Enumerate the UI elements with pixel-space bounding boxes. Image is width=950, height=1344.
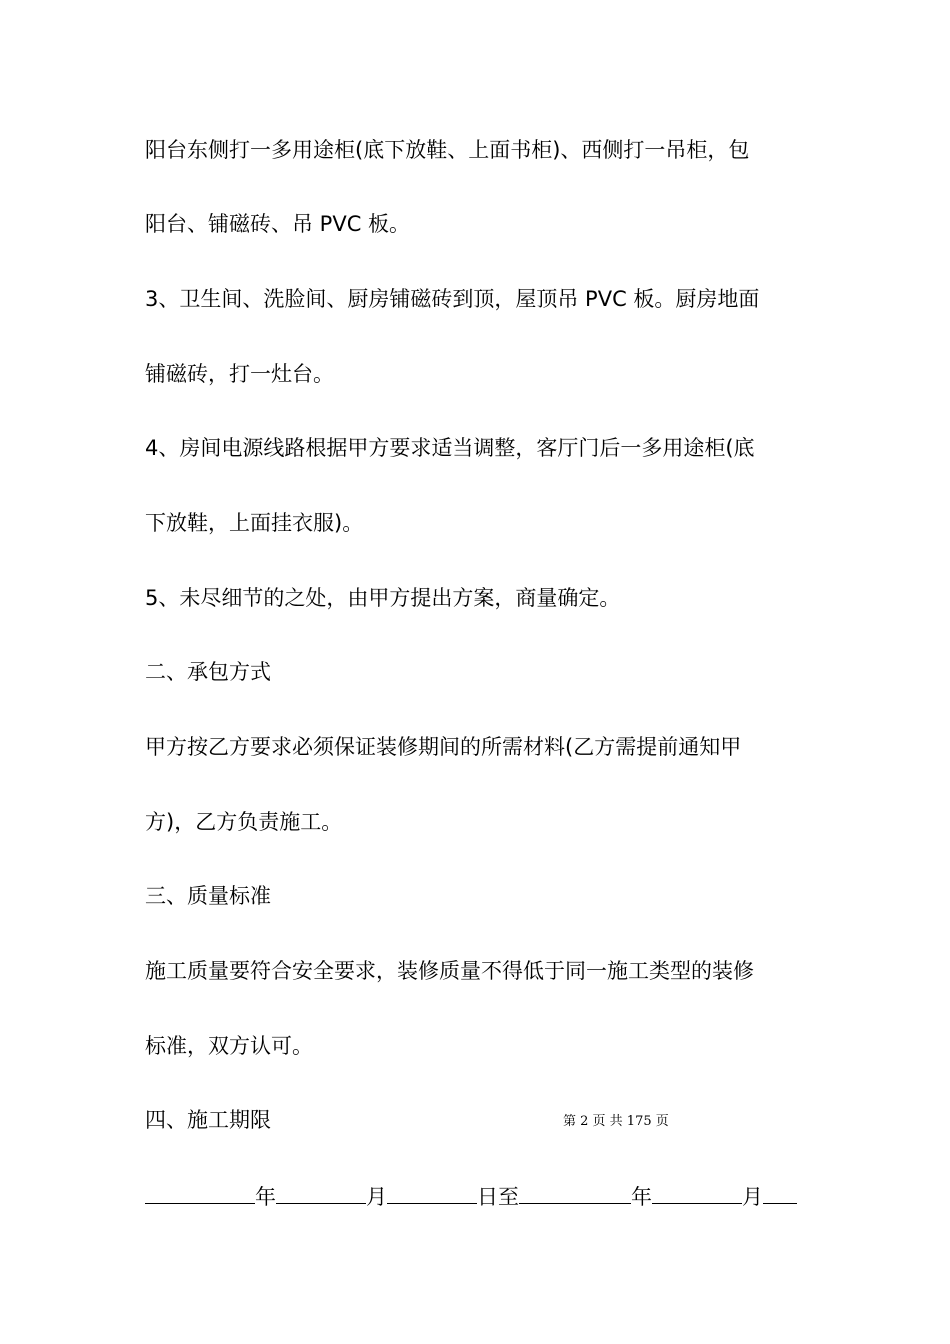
year-label-1: 年: [255, 1185, 276, 1209]
day-to-label: 日至: [477, 1185, 519, 1209]
body-line-4: 铺磁砖，打一灶台。: [145, 362, 334, 386]
day-blank-2[interactable]: [763, 1181, 797, 1204]
section-heading-construction-period: 四、施工期限: [145, 1108, 271, 1132]
month-label-1: 月: [366, 1185, 387, 1209]
year-blank-1[interactable]: [145, 1181, 255, 1204]
body-line-5: 4、房间电源线路根据甲方要求适当调整，客厅门后一多用途柜(底: [145, 436, 755, 460]
body-line-7: 5、未尽细节的之处，由甲方提出方案，商量确定。: [145, 586, 621, 610]
page-footer: 第 2 页 共 175 页: [563, 1114, 669, 1129]
month-blank-2[interactable]: [652, 1181, 742, 1204]
body-line-13: 标准，双方认可。: [145, 1034, 313, 1058]
body-line-12: 施工质量要符合安全要求，装修质量不得低于同一施工类型的装修: [145, 959, 754, 983]
body-line-10: 方)，乙方负责施工。: [145, 810, 343, 834]
year-label-2: 年: [631, 1185, 652, 1209]
month-blank-1[interactable]: [276, 1181, 366, 1204]
month-label-2: 月: [742, 1185, 763, 1209]
body-line-9: 甲方按乙方要求必须保证装修期间的所需材料(乙方需提前通知甲: [145, 735, 742, 759]
day-blank-1[interactable]: [387, 1181, 477, 1204]
section-heading-contract-method: 二、承包方式: [145, 660, 271, 684]
body-line-6: 下放鞋，上面挂衣服)。: [145, 511, 364, 535]
section-heading-quality-standard: 三、质量标准: [145, 884, 271, 908]
body-line-3: 3、卫生间、洗脸间、厨房铺磁砖到顶，屋顶吊 PVC 板。厨房地面: [145, 287, 760, 311]
body-line-2: 阳台、铺磁砖、吊 PVC 板。: [145, 212, 411, 236]
year-blank-2[interactable]: [519, 1181, 631, 1204]
date-fill-line: [145, 1181, 797, 1211]
body-line-1: 阳台东侧打一多用途柜(底下放鞋、上面书柜)、西侧打一吊柜，包: [145, 138, 750, 162]
